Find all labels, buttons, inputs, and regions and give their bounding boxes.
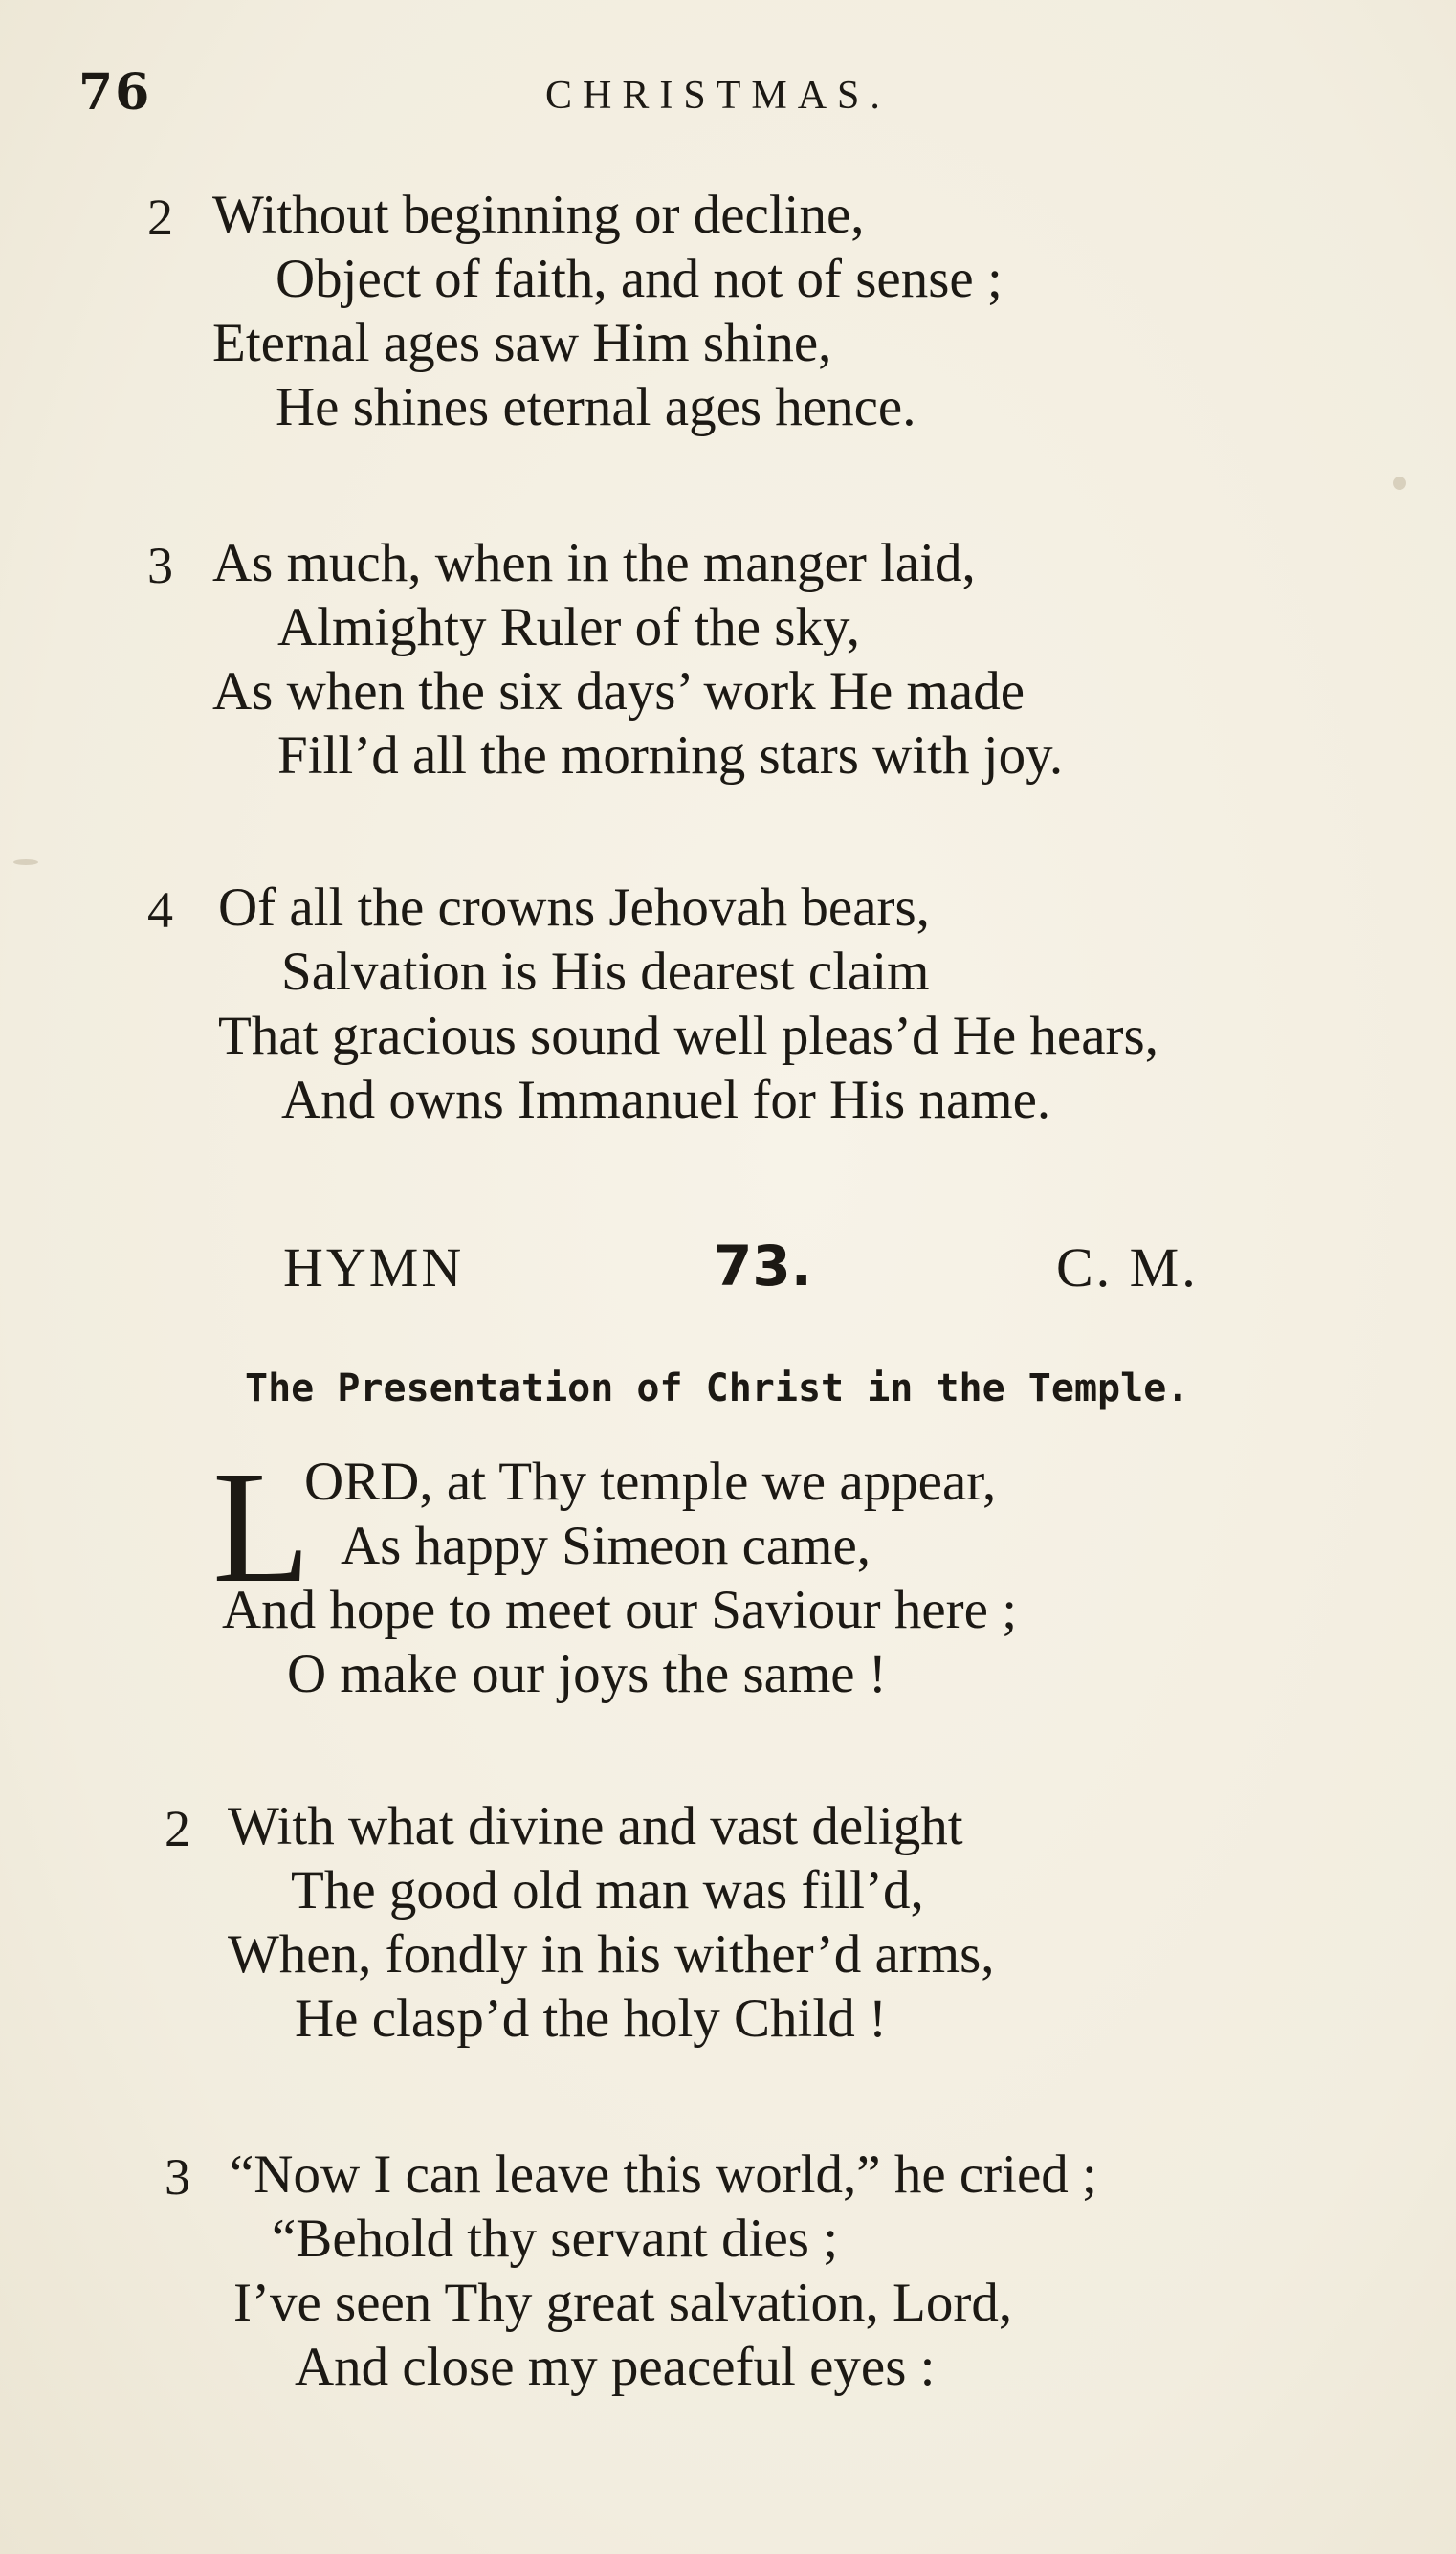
verse-line: ORD, at Thy temple we appear, [304,1452,997,1512]
hymn-subtitle: The Presentation of Christ in the Temple. [245,1366,1190,1410]
verse-line: As when the six days’ work He made [212,661,1025,722]
verse-line: The good old man was fill’d, [291,1860,924,1921]
verse-line: “Now I can leave this world,” he cried ; [230,2144,1097,2205]
drop-cap: L [212,1438,311,1616]
hymn-meter: C. M. [1056,1236,1199,1299]
paper-speck [13,859,38,865]
verse-line: Of all the crowns Jehovah bears, [218,877,930,938]
page-number: 76 [78,63,152,122]
verse-line: And close my peaceful eyes : [295,2337,936,2397]
verse-number: 3 [165,2148,190,2206]
verse-line: “Behold thy servant dies ; [272,2209,839,2269]
verse-line: Without beginning or decline, [212,185,865,245]
verse-number: 2 [165,1800,190,1857]
verse-line: With what divine and vast delight [228,1796,963,1856]
hymn-number: 73. [714,1233,812,1299]
verse-line: And owns Immanuel for His name. [281,1070,1051,1130]
verse-line: O make our joys the same ! [287,1644,887,1704]
running-title: CHRISTMAS. [545,74,891,118]
verse-line: I’ve seen Thy great salvation, Lord, [233,2273,1013,2333]
paper-speck [1393,477,1406,490]
verse-line: As happy Simeon came, [341,1516,871,1576]
hymn-label: HYMN [283,1236,465,1299]
verse-line: Object of faith, and not of sense ; [276,249,1003,309]
verse-line: As much, when in the manger laid, [212,533,976,593]
verse-line: He clasp’d the holy Child ! [295,1988,887,2049]
verse-line: Eternal ages saw Him shine, [212,313,832,373]
verse-number: 2 [147,189,173,246]
verse-line: Almighty Ruler of the sky, [277,597,860,657]
verse-line: That gracious sound well pleas’d He hears, [218,1006,1158,1066]
verse-line: When, fondly in his wither’d arms, [228,1924,995,1985]
verse-number: 3 [147,537,173,594]
verse-line: He shines eternal ages hence. [276,377,916,437]
verse-line: Fill’d all the morning stars with joy. [277,725,1064,786]
verse-number: 4 [147,881,173,939]
verse-line: Salvation is His dearest claim [281,942,930,1002]
verse-line: And hope to meet our Saviour here ; [222,1580,1018,1640]
